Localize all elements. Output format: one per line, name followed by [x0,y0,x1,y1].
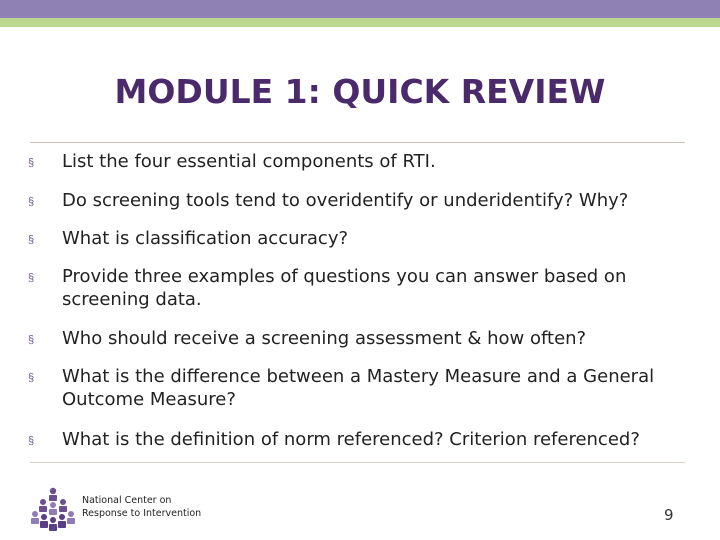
bullet-icon: § [28,234,35,246]
list-item [28,265,718,311]
ncrti-logo-icon [28,486,78,532]
bullet-text: Do screening tools tend to overidentify or underidentify? Why? [62,190,629,211]
list-item [28,428,718,453]
list-item [28,365,718,411]
org-name-line-1: National Center on [82,495,172,506]
footer-divider [30,462,685,463]
org-name-line-2: Response to Intervention [82,508,202,519]
bullet-text: What is the difference between a Mastery Measure and a General Outcome Measure? [62,366,655,410]
bullet-icon: § [28,272,35,284]
page-number: 9 [664,506,674,524]
list-item [28,227,718,252]
bullet-icon: § [28,196,35,208]
bullet-text: Who should receive a screening assessment & how often? [62,328,587,349]
list-item [28,150,718,175]
list-item [28,327,718,352]
organization-name [82,494,222,520]
bullet-icon: § [28,372,35,384]
bullet-text: What is the definition of norm referenced? Criterion referenced? [62,429,640,450]
slide-title: MODULE 1: QUICK REVIEW [114,72,606,111]
title-divider [30,142,685,143]
list-item [28,189,718,214]
top-accent-bar [0,0,720,18]
bullet-icon: § [28,334,35,346]
bullet-text: List the four essential components of RTI. [62,151,436,172]
bullet-text: What is classification accuracy? [62,228,349,249]
bullet-icon: § [28,157,35,169]
bullet-icon: § [28,435,35,447]
top-secondary-bar [0,18,720,27]
bullet-text: Provide three examples of questions you can answer based on screening data. [62,266,627,310]
